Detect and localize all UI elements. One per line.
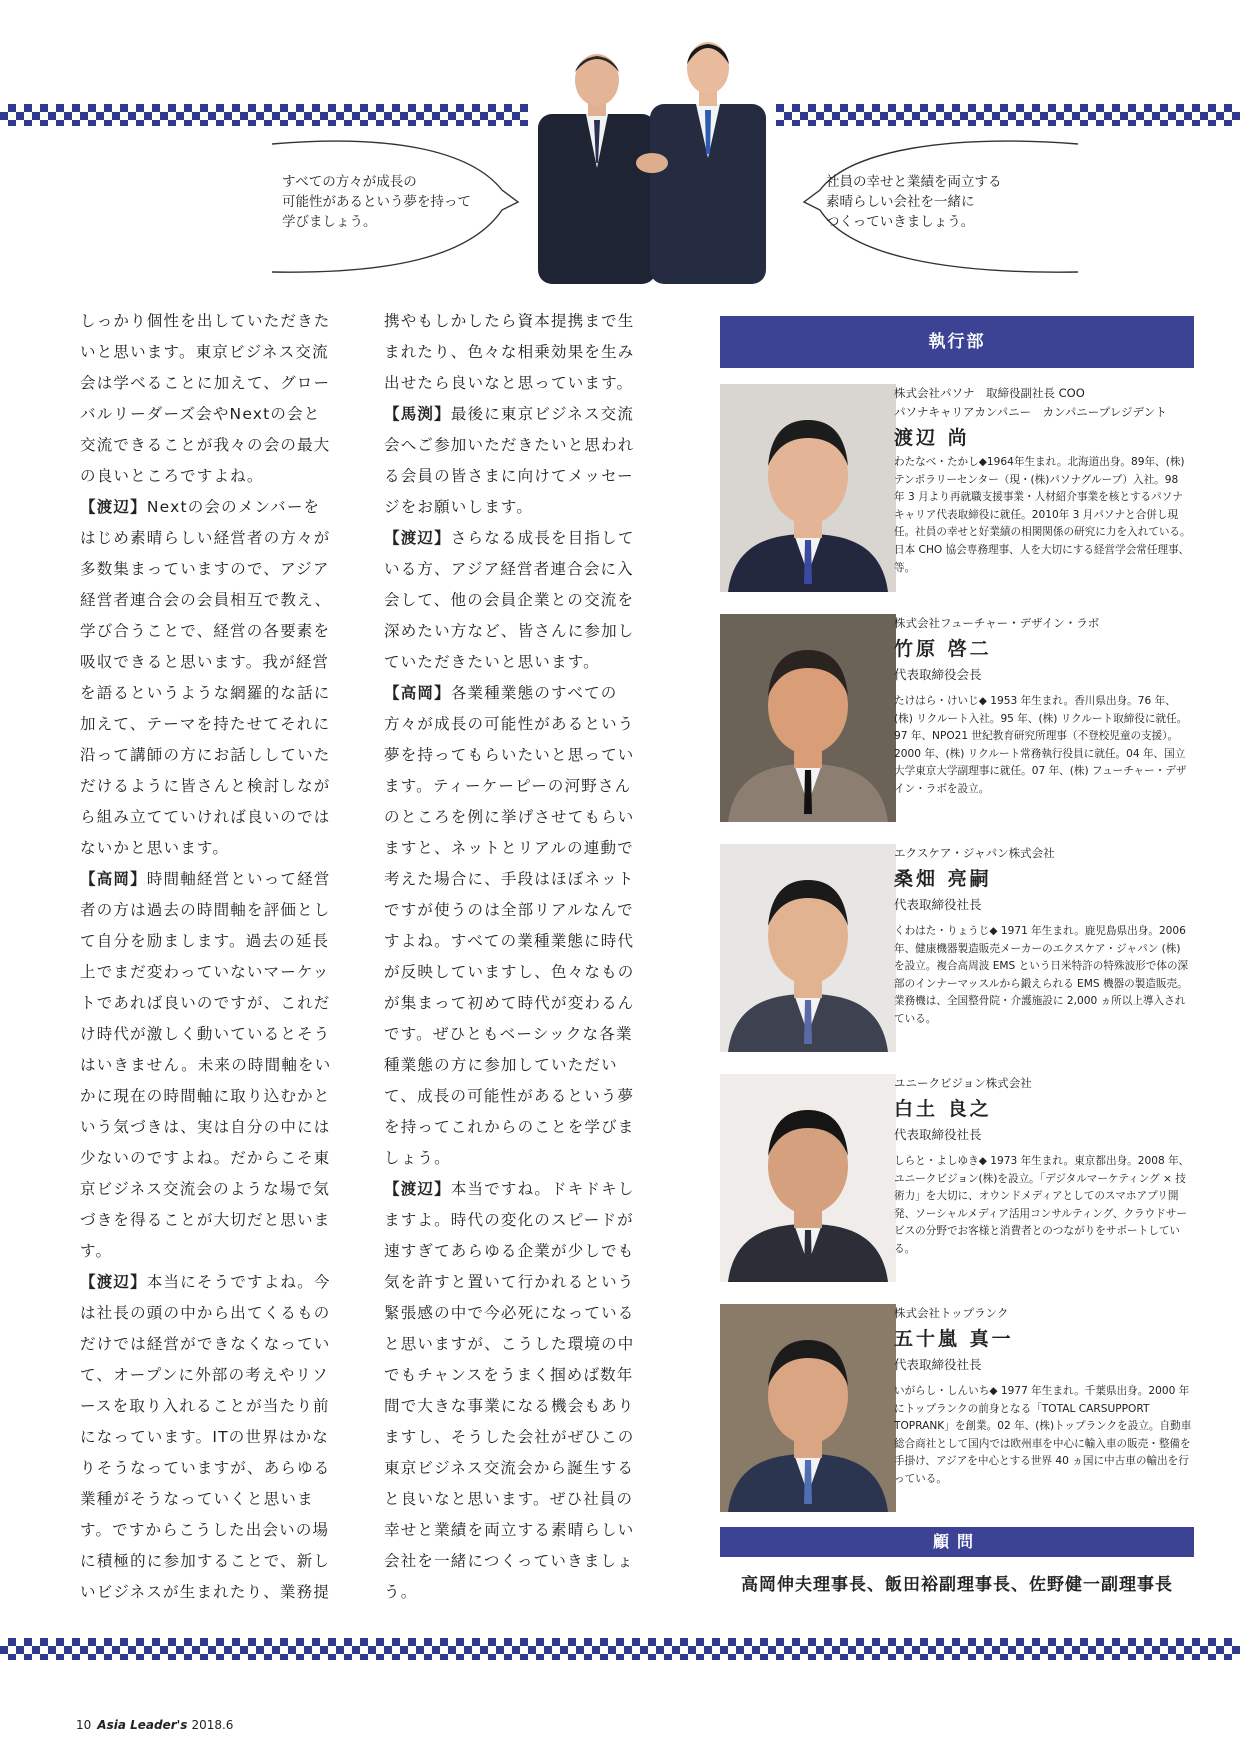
company-name: 株式会社フューチャー・デザイン・ラボ	[894, 616, 1100, 630]
person-bio: たけはら・けいじ◆ 1953 年生まれ。香川県出身。76 年、(株) リクルート入社。95 年、(株) リクルート取締役に就任。97 年、NPO21 世紀教育研究所理事（不登校児童の支援）。2000 年、(株) リクルート常務執行役員に就任。04 年、国立大学東京大学副理事に就任。07 年、(株) フューチャー・デザイン・ラボを設立。	[894, 695, 1188, 795]
profile-info	[894, 1074, 1192, 1259]
person-bio: くわはた・りょうじ◆ 1971 年生まれ。鹿児島県出身。2006 年、健康機器製造販売メーカーのエクスケア・ジャパン (株) を設立。複合高周波 EMS という日米特許の特殊波形で体の深部のインナーマッスルから鍛えられる EMS 機器の製造販売。業務機は、全国整骨院・介護施設に 2,000 ヵ所以上導入されている。	[894, 925, 1189, 1025]
paragraph: 【渡辺】本当にそうですよね。今は社長の頭の中から出てくるものだけでは経営ができなくなっていて、オープンに外部の考えやリソースを取り入れることが当たり前になっています。ITの世界はかなりそうなっていますが、あらゆる業種がそうなっていくと思います。ですからこうした出会いの場に積極的に参加することで、新しいビジネスが生まれたり、業務提	[80, 1273, 331, 1601]
paragraph: 【渡辺】さらなる成長を目指している方、アジア経営者連合会に入会して、他の会員企業との交流を深めたい方など、皆さんに参加していただきたいと思います。	[384, 529, 635, 671]
advisor-section-header: 顧問	[720, 1527, 1194, 1557]
person-title: 代表取締役社長	[894, 1127, 982, 1142]
article-column-1	[80, 306, 332, 1608]
company-name: ユニークビジョン株式会社	[894, 1076, 1032, 1090]
paragraph: 【馬渕】最後に東京ビジネス交流会へご参加いただきたいと思われる会員の皆さまに向けてメッセージをお願いします。	[384, 405, 635, 516]
page-number: 10	[76, 1718, 92, 1732]
right-quote: 社員の幸せと業績を両立する 素晴らしい会社を一緒に つくっていきましょう。	[826, 174, 1002, 230]
person-name: 白土 良之	[894, 1098, 992, 1120]
paragraph: 【渡辺】Nextの会のメンバーをはじめ素晴らしい経営者の方々が多数集まっていますので、アジア経営者連合会の会員相互で教え、学び合うことで、経営の各要素を吸収できると思います。我が経営を語るというような網羅的な話に加えて、テーマを持たせてそれに沿って講師の方にお話ししていただけるように皆さんと検討しながら組み立てていければ良いのではないかと思います。	[80, 498, 332, 857]
person-title: 代表取締役社長	[894, 897, 982, 912]
portrait-photo	[720, 1074, 896, 1282]
left-quote: すべての方々が成長の 可能性があるという夢を持って 学びましょう。	[282, 174, 471, 230]
paragraph: 【渡辺】本当ですね。ドキドキしますよ。時代の変化のスピードが速すぎてあらゆる企業が少しでも気を許すと置いて行かれるという緊張感の中で今必死になっていると思いますが、こうした環境の中でもチャンスをうまく掴めば数年間で大きな事業になる機会もありますし、そうした会社がぜひこの東京ビジネス交流会から誕生すると良いなと思います。ぜひ社員の幸せと業績を両立する素晴らしい会社を一緒につくっていきましょう。	[384, 1180, 635, 1601]
company-name: 株式会社トップランク	[894, 1306, 1009, 1320]
advisor-names: 高岡伸夫理事長、飯田裕副理事長、佐野健一副理事長	[741, 1575, 1173, 1595]
executive-section-header: 執行部	[720, 316, 1194, 368]
checker-band-bottom	[0, 1638, 1240, 1660]
profile-info	[894, 384, 1192, 577]
portrait-photo	[720, 1304, 896, 1512]
hero-handshake-photo	[528, 28, 776, 284]
company-name: エクスケア・ジャパン株式会社	[894, 846, 1055, 860]
person-bio: いがらし・しんいち◆ 1977 年生まれ。千葉県出身。2000 年にトップランクの前身となる「TOTAL CARSUPPORT TOPRANK」を創業。02 年、(株)トップランクを設立。自動車総合商社として国内では欧州車を中心に輸入車の販売・整備を手掛け、アジアを中心とする世界 40 ヵ国に中古車の輸出を行っている。	[894, 1385, 1192, 1485]
article-column-2	[384, 306, 636, 1608]
person-name: 竹原 啓二	[894, 638, 992, 660]
person-name: 五十嵐 真一	[894, 1328, 1014, 1350]
right-man-head	[687, 42, 729, 94]
person-name: 桑畑 亮嗣	[894, 868, 992, 890]
portrait-photo	[720, 844, 896, 1052]
paragraph: 【高岡】各業種業態のすべての方々が成長の可能性があるという夢を持ってもらいたいと思っています。ティーケーピーの河野さんのところを例に挙げさせてもらいますと、ネットとリアルの連動で考えた場合に、手段はほぼネットですが使うのは全部リアルなんですよね。すべての業種業態に時代が反映していますし、色々なものが集まって初めて時代が変わるんです。ぜひともベーシックな各業種業態の方に参加していただいて、成長の可能性があるという夢を持ってこれからのことを学びましょう。	[384, 684, 635, 1167]
person-title: 代表取締役会長	[894, 667, 982, 682]
company-name: 株式会社パソナ 取締役副社長 COO パソナキャリアカンパニー カンパニープレジデント	[894, 386, 1167, 419]
magazine-brand: Asia Leader's	[97, 1718, 188, 1732]
left-man-head	[575, 54, 619, 106]
portrait-photo	[720, 384, 896, 592]
profile-info	[894, 614, 1192, 799]
handshake	[636, 153, 668, 173]
paragraph: 【高岡】時間軸経営といって経営者の方は過去の時間軸を評価として自分を励まします。過去の延長上でまだ変わっていないマーケットであれば良いのですが、これだけ時代が激しく動いているとそうはいきません。未来の時間軸をいかに現在の時間軸に取り込むかという気づきは、実は自分の中には少ないのですよね。だからこそ東京ビジネス交流会のような場で気づきを得ることが大切だと思います。	[80, 870, 332, 1260]
profile-info	[894, 1304, 1192, 1489]
person-bio: しらと・よしゆき◆ 1973 年生まれ。東京都出身。2008 年、ユニークビジョン(株)を設立。「デジタルマーケティング × 技術力」を大切に、オウンドメディアとしてのスマホアプリ開発、ソーシャルメディア活用コンサルティング、クラウドサービスの分野でお客様と消費者とのつながりをサポートしている。	[894, 1155, 1190, 1255]
paragraph: しっかり個性を出していただきたいと思います。東京ビジネス交流会は学べることに加えて、グローバルリーダーズ会やNextの会と交流できることが我々の会の最大の良いところですよね。	[80, 312, 331, 485]
portrait-photo	[720, 614, 896, 822]
person-title: 代表取締役社長	[894, 1357, 982, 1372]
profile-info	[894, 844, 1192, 1029]
page-footer	[76, 1718, 233, 1732]
person-name: 渡辺 尚	[894, 427, 970, 449]
paragraph: 携やもしかしたら資本提携まで生まれたり、色々な相乗効果を生み出せたら良いなと思っています。	[384, 312, 635, 392]
person-bio: わたなべ・たかし◆1964年生まれ。北海道出身。89年、(株) テンポラリーセンター（現・(株)パソナグループ）入社。98 年 3 月より再就職支援事業・人材紹介事業を核とするパソナキャリア代表取締役に就任。2010年 3 月パソナと合併し現任。社員の幸せと好業績の相関関係の研究に力を入れている。日本 CHO 協会専務理事、人を大切にする経営学会常任理事、等。	[894, 456, 1191, 574]
issue-date: 2018.6	[191, 1718, 234, 1732]
